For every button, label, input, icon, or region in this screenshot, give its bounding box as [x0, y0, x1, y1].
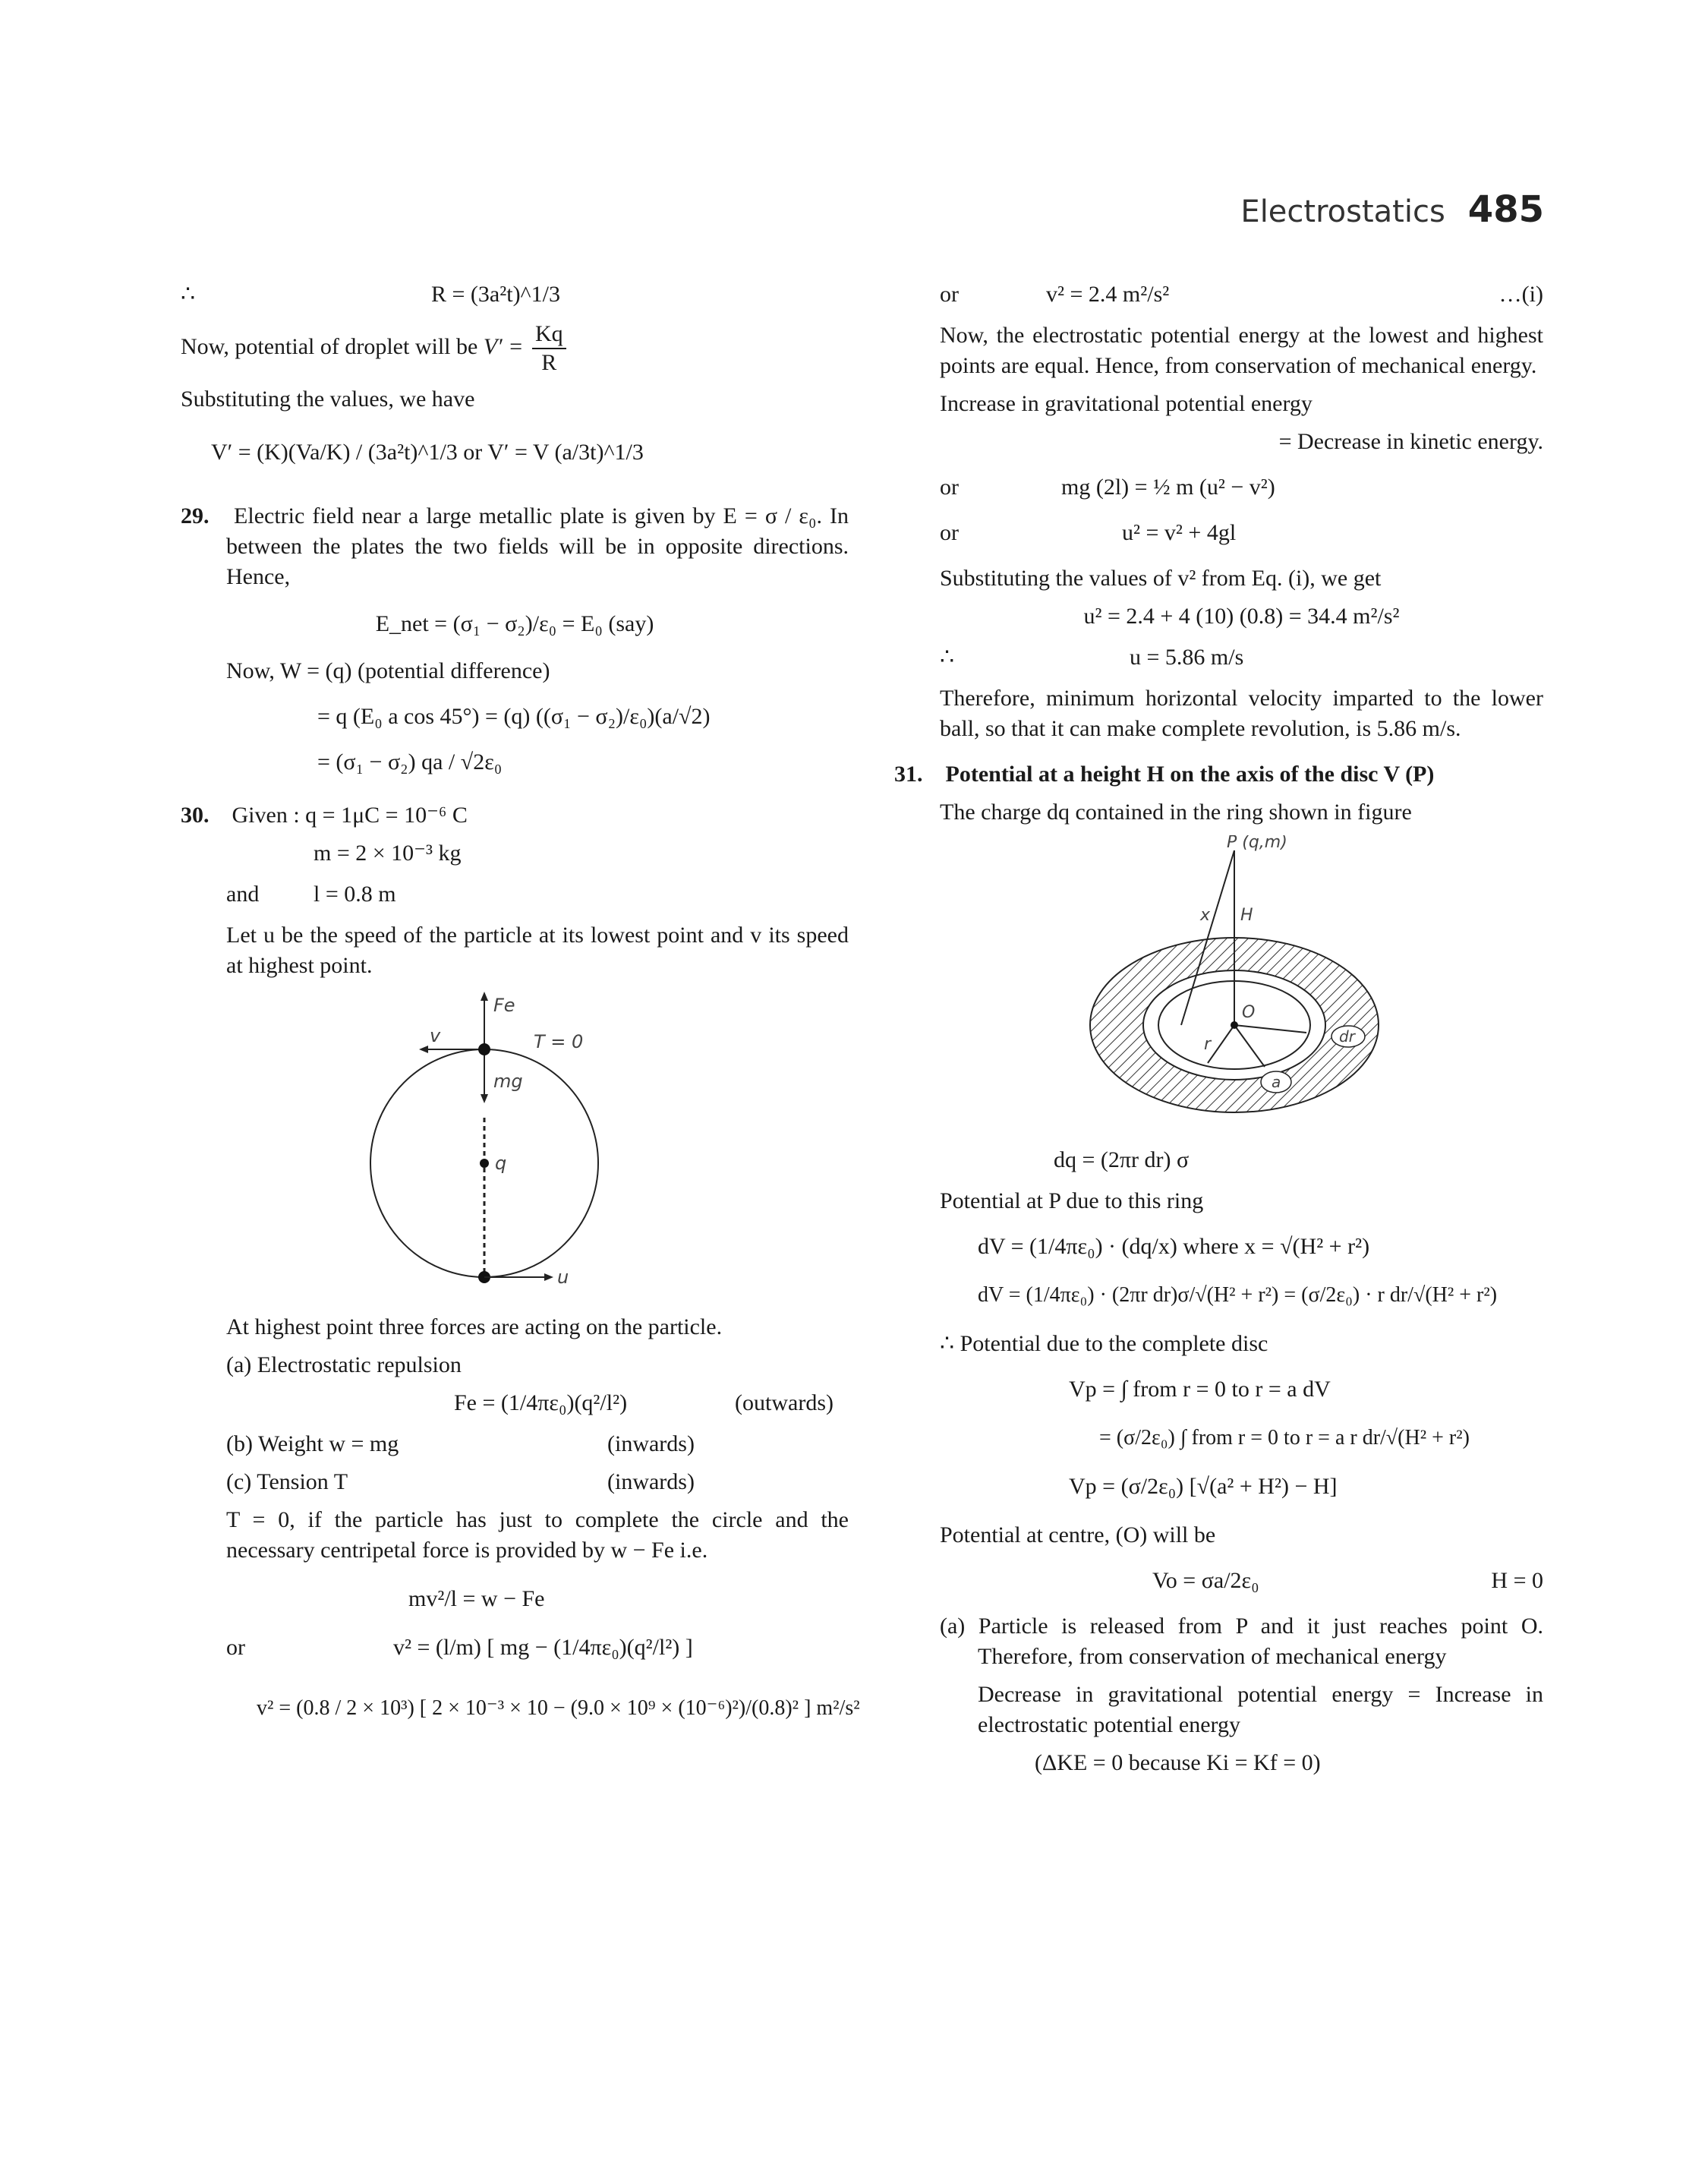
q30-length-row: [181, 879, 849, 910]
mg-arrowhead: [481, 1094, 488, 1103]
force-c: (c) Tension T: [226, 1469, 348, 1494]
q30-given: Given : q = 1μC = 10⁻⁶ C: [232, 803, 468, 828]
vo-condition: H = 0: [1491, 1568, 1543, 1593]
question-31: [894, 759, 1543, 790]
energy-eq: mg (2l) = ½ m (u² − v²): [1061, 475, 1275, 500]
u2-numeric-eq: u² = 2.4 + 4 (10) (0.8) = 34.4 m²/s²: [1083, 604, 1400, 629]
v2-result-row: [940, 279, 1543, 310]
label-x: x: [1199, 906, 1210, 925]
q29-number: 29.: [181, 503, 210, 528]
label-t: T = 0: [534, 1031, 584, 1052]
and-word: and: [226, 882, 260, 907]
u-result-row: [940, 642, 1543, 673]
fe-eq-row: [181, 1388, 849, 1418]
potential-lhs: V′ =: [483, 333, 524, 359]
u-result: u = 5.86 m/s: [1130, 645, 1244, 670]
left-column: [181, 273, 860, 1734]
q29-net-field-eq: E_net = (σ₁ − σ₂)/ε₀ = E₀ (say): [375, 611, 654, 636]
potential-ring-text: Potential at P due to this ring: [940, 1188, 1204, 1213]
or-word-2: or: [940, 282, 959, 307]
label-v: v: [430, 1025, 441, 1046]
fe-eq: Fe = (1/4πε₀)(q²/l²): [454, 1390, 628, 1415]
potential-droplet-text: Now, potential of droplet will be: [181, 333, 478, 359]
decrease-ke: = Decrease in kinetic energy.: [1278, 429, 1543, 454]
v2-result: v² = 2.4 m²/s²: [1046, 282, 1170, 307]
q31-number: 31.: [894, 762, 923, 787]
q29-text: Electric field near a large metallic plate is given by E = σ / ε₀. In between the plates the two fields will be in opposite directions. Hence,: [226, 503, 849, 589]
or-word-1: or: [226, 1635, 245, 1660]
min-velocity-text: Therefore, minimum horizontal velocity imparted to the lower ball, so that it can make complete revolution, is 5.86 m/s.: [940, 686, 1543, 741]
energy-eq-row: [940, 472, 1543, 503]
v-arrowhead: [419, 1046, 428, 1053]
potential-centre-text: Potential at centre, (O) will be: [940, 1522, 1216, 1547]
question-30: [181, 800, 849, 831]
label-u: u: [557, 1267, 569, 1288]
label-fe: Fe: [493, 995, 515, 1016]
force-b: (b) Weight w = mg: [226, 1431, 399, 1456]
v2-eq-row: [181, 1633, 849, 1663]
tension-text: T = 0, if the particle has just to complete the circle and the necessary centripetal force is provided by w − Fe i.e.: [226, 1507, 849, 1563]
u2-eq: u² = v² + 4gl: [1122, 520, 1237, 545]
label-r: r: [1203, 1035, 1211, 1054]
q29-result-eq: = (σ₁ − σ₂) qa / √2ε₀: [317, 749, 503, 774]
force-c-row: [181, 1467, 849, 1497]
q30-number: 30.: [181, 803, 210, 828]
eq-tag-i: …(i): [1498, 282, 1543, 307]
dq-eq: dq = (2πr dr) σ: [1054, 1147, 1190, 1172]
vp-eq-2: = (σ/2ε₀) ∫ from r = 0 to r = a r dr/√(H² + r²): [1099, 1426, 1470, 1450]
or-word-4: or: [940, 520, 959, 545]
potential-substituted-eq: V′ = (K)(Va/K) / (3a²t)^1/3 or V′ = V (a/3t)^1/3: [211, 440, 644, 465]
page-header: [1240, 188, 1544, 231]
substituting-v2: Substituting the values of v² from Eq. (i), we get: [940, 566, 1382, 591]
label-p: P (q,m): [1226, 835, 1287, 852]
u2-eq-row: [940, 518, 1543, 548]
dv-eq-2: dV = (1/4πε₀) · (2πr dr)σ/√(H² + r²) = (σ/2ε₀) · r dr/√(H² + r²): [978, 1283, 1498, 1307]
label-dr: dr: [1338, 1027, 1355, 1046]
u-arrowhead: [544, 1273, 553, 1281]
or-word-3: or: [940, 475, 959, 500]
q29-work-eq: = q (E₀ a cos 45°) = (q) ((σ₁ − σ₂)/ε₀)(a/√2): [317, 704, 711, 729]
substituting-line: Substituting the values, we have: [181, 386, 475, 412]
force-b-row: [181, 1429, 849, 1459]
right-column: [894, 273, 1543, 1786]
force-a: (a) Electrostatic repulsion: [226, 1352, 462, 1377]
q31-heading: Potential at a height H on the axis of the disc V (P): [945, 762, 1435, 787]
label-mg: mg: [493, 1071, 523, 1092]
increase-gpe: Increase in gravitational potential energy: [940, 391, 1313, 416]
centripetal-eq: mv²/l = w − Fe: [408, 1586, 545, 1611]
q31-text: The charge dq contained in the ring shown in figure: [940, 800, 1412, 825]
v2-numeric-eq: v² = (0.8 / 2 × 10³) [ 2 × 10⁻³ × 10 − (9.0 × 10⁹ × (10⁻⁶)²)/(0.8)² ] m²/s²: [257, 1696, 860, 1720]
q30-text: Let u be the speed of the particle at its lowest point and v its speed at highest point.: [226, 923, 849, 978]
top-particle: [478, 1043, 490, 1055]
potential-droplet-line: [181, 320, 849, 377]
vo-eq: Vo = σa/2ε₀: [1152, 1568, 1259, 1593]
centre-charge: [480, 1159, 489, 1168]
question-29: [181, 501, 849, 592]
conservation-text: Now, the electrostatic potential energy at the lowest and highest points are equal. Hence, from conservation of mechanical energy.: [940, 323, 1543, 378]
complete-disc-text: ∴ Potential due to the complete disc: [940, 1331, 1268, 1356]
inwards-b: (inwards): [607, 1431, 695, 1456]
radius-equation: R = (3a²t)^1/3: [431, 282, 560, 307]
forces-intro: At highest point three forces are acting on the particle.: [226, 1314, 723, 1339]
label-o: O: [1241, 1003, 1255, 1022]
label-h: H: [1240, 906, 1253, 925]
q30-length: l = 0.8 m: [314, 882, 396, 907]
vo-eq-row: [940, 1566, 1543, 1596]
frac-num: Kq: [532, 320, 566, 349]
chapter-title: Electrostatics: [1240, 194, 1445, 229]
label-q: q: [495, 1153, 507, 1174]
vp-eq-3: Vp = (σ/2ε₀) [√(a² + H²) − H]: [1069, 1474, 1338, 1499]
therefore-symbol: ∴: [181, 282, 196, 307]
inwards-c: (inwards): [607, 1469, 695, 1494]
label-a: a: [1271, 1073, 1281, 1091]
eq-radius: [181, 279, 849, 310]
fe-arrowhead: [481, 992, 488, 1001]
part-a-text: (a) Particle is released from P and it just reaches point O. Therefore, from conservation of mechanical energy: [940, 1614, 1543, 1669]
outwards-label: (outwards): [735, 1390, 834, 1415]
disc-figure: [1082, 835, 1401, 1139]
circle-figure: [332, 989, 651, 1308]
q29-work-line: Now, W = (q) (potential difference): [226, 658, 550, 683]
v2-eq: v² = (l/m) [ mg − (1/4πε₀)(q²/l²) ]: [393, 1635, 693, 1660]
part-a-energy: Decrease in gravitational potential energy = Increase in electrostatic potential energy: [978, 1682, 1543, 1737]
vp-eq-1: Vp = ∫ from r = 0 to r = a dV: [1069, 1377, 1331, 1402]
dv-eq-1: dV = (1/4πε₀) · (dq/x) where x = √(H² + r²): [978, 1234, 1370, 1259]
kq-over-r: [532, 320, 566, 377]
therefore-symbol-2: ∴: [940, 645, 955, 670]
part-a-ke: (ΔKE = 0 because Ki = Kf = 0): [1035, 1750, 1321, 1775]
q30-mass: m = 2 × 10⁻³ kg: [314, 841, 462, 866]
centre-point: [1231, 1021, 1238, 1029]
page-number: 485: [1467, 188, 1544, 231]
frac-den: R: [541, 350, 557, 375]
